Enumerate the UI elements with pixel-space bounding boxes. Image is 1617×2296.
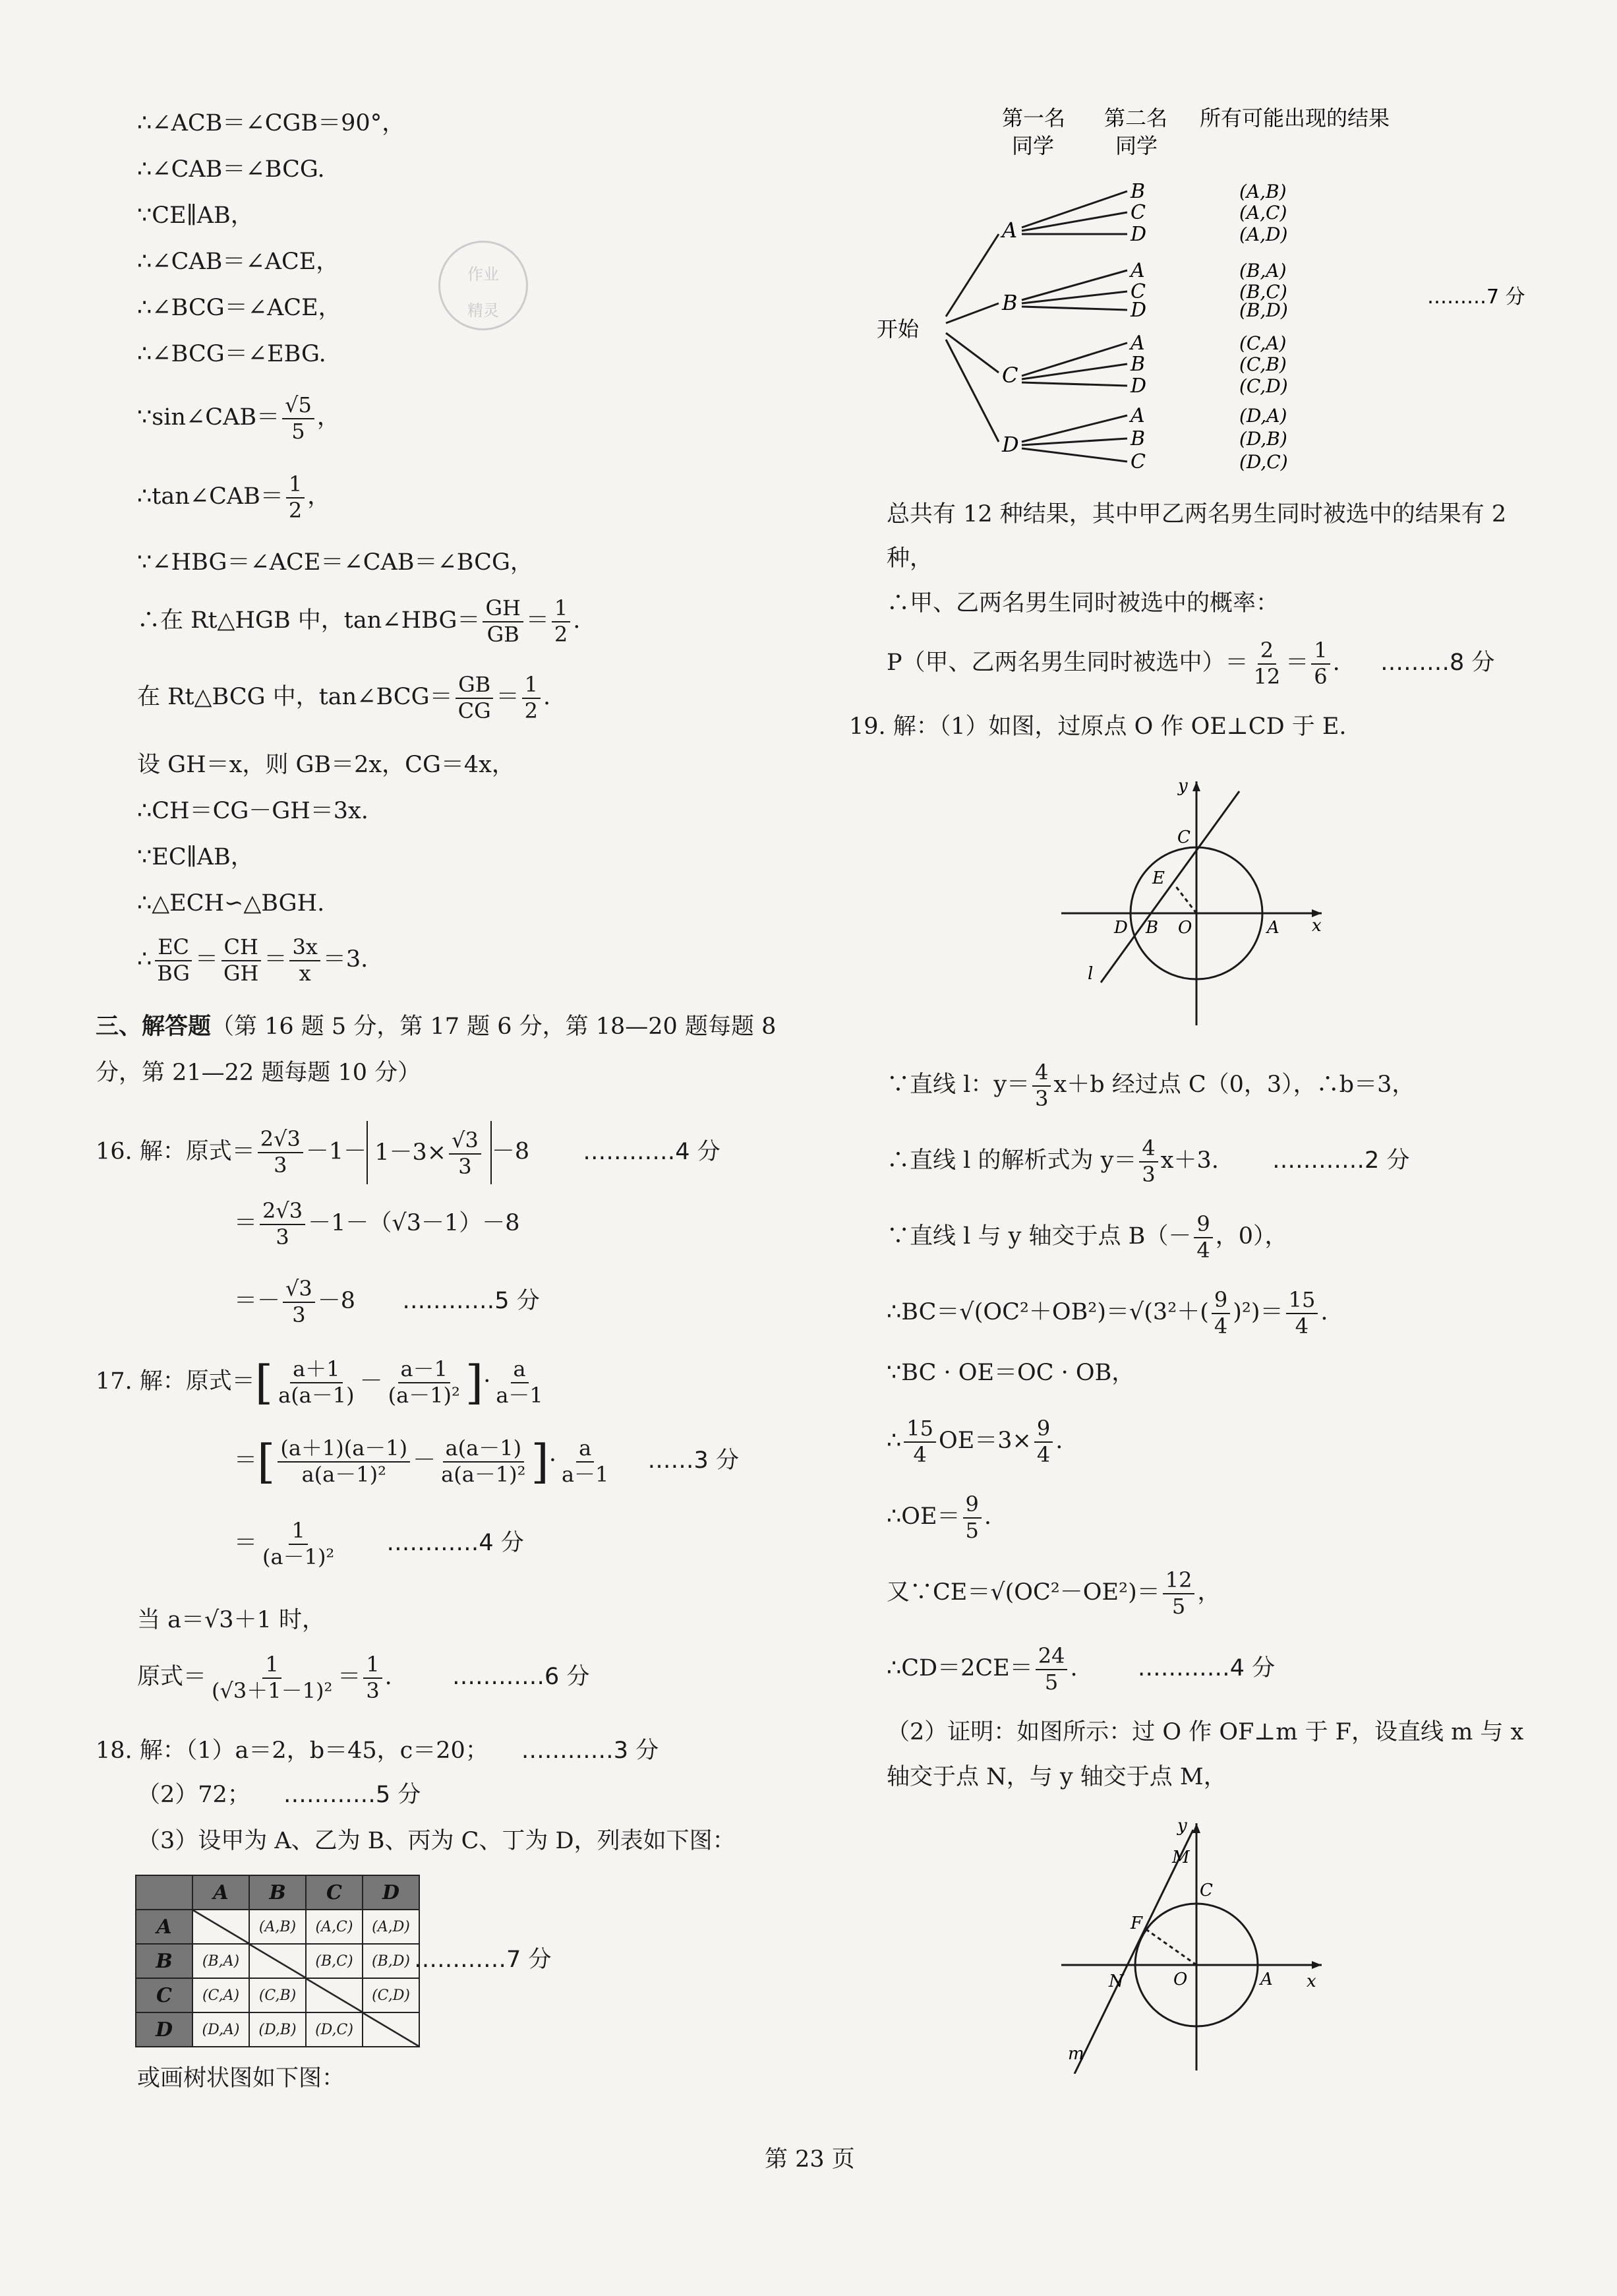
table-row: [136, 1944, 419, 1978]
table-cell: (A,D): [363, 1910, 419, 1944]
tree-header-first-sub: 同学: [1012, 133, 1055, 158]
table-cell: (B,A): [192, 1944, 249, 1978]
right-line-7: ∵直线 l 与 y 轴交于点 B（－ $\frac{9}{4}$ ，0），: [887, 1211, 1288, 1263]
problem-17-line-2: ＝[ $\frac{(a+1)(a-1)}{\text{a(a－1)²}}$ － $\frac{a(a-1)}{\text{a(a－1)²}}$ ]· $\frac{a}{a-1}$ ……3 分: [234, 1434, 739, 1489]
tree-result: (C,B): [1239, 353, 1287, 375]
tree-diagram: [870, 106, 1562, 501]
tree-result: (C,D): [1239, 375, 1288, 397]
tree-header-second-sub: 同学: [1115, 133, 1158, 158]
table-cell: (A,C): [306, 1910, 363, 1944]
right-line-13: ∴CD＝2CE＝ $\frac{24}{5}$ . …………4 分: [887, 1643, 1276, 1695]
table-points: …………7 分: [414, 1947, 552, 1973]
proof-line-6: ∴∠BCG＝∠EBG.: [137, 341, 326, 367]
label-o: O: [1173, 1970, 1188, 1989]
segment-oe: [1175, 885, 1196, 913]
tree-second-node: A: [1131, 404, 1145, 427]
table-cell: (D,B): [249, 2012, 306, 2047]
table-cell: (C,B): [249, 1978, 306, 2012]
table-cell: (B,C): [306, 1944, 363, 1978]
tree-result: (D,B): [1239, 428, 1287, 450]
tree-second-node: A: [1131, 259, 1145, 282]
proof-line-13: ∴CH＝CG－GH＝3x.: [137, 798, 368, 824]
label-m-point: M: [1172, 1848, 1190, 1867]
problem-19-heading: 19. 解：（1）如图，过原点 O 作 OE⊥CD 于 E.: [849, 713, 1347, 740]
proof-line-12: 设 GH＝x，则 GB＝2x，CG＝4x，: [137, 752, 515, 778]
label-x: x: [1312, 916, 1322, 936]
table-diagonal-cell: [306, 1978, 363, 2012]
right-line-14: （2）证明：如图所示：过 O 作 OF⊥m 于 F，设直线 m 与 x: [887, 1719, 1524, 1745]
problem-18-line-3: （3）设甲为 A、乙为 B、丙为 C、丁为 D，列表如下图：: [137, 1828, 736, 1854]
table-row-header: D: [136, 2012, 192, 2047]
label-b: B: [1146, 918, 1159, 938]
table-row-header: A: [136, 1910, 192, 1944]
right-line-10: ∴ $\frac{15}{4}$ OE＝3× $\frac{9}{4}$ .: [887, 1416, 1063, 1467]
label-c: C: [1177, 828, 1191, 847]
table-cell: (B,D): [363, 1944, 419, 1978]
proof-line-11: 在 Rt△BCG 中，tan∠BCG＝ $\frac{GB}{CG}$ ＝ $\frac{1}{2}$ .: [137, 672, 551, 723]
table-cell: (D,C): [306, 2012, 363, 2047]
proof-line-2: ∴∠CAB＝∠BCG.: [137, 156, 325, 183]
label-d: D: [1114, 918, 1128, 938]
tree-result: (A,B): [1239, 181, 1287, 202]
table-diagonal-cell: [249, 1944, 306, 1978]
table-row: [136, 1910, 419, 1944]
tree-second-node: D: [1131, 375, 1147, 398]
table-header-row: [136, 1875, 419, 1910]
label-o: O: [1178, 918, 1192, 938]
right-line-2: 种，: [887, 545, 933, 572]
table-cell: (A,B): [249, 1910, 306, 1944]
proof-line-3: ∵CE∥AB，: [137, 202, 254, 229]
tree-first-node: A: [1002, 218, 1018, 243]
tree-second-node: C: [1131, 201, 1146, 224]
tree-first-node: D: [1002, 432, 1019, 457]
tree-result: (B,C): [1239, 281, 1287, 303]
proof-line-7: ∵sin∠CAB＝ $\frac{√5}{5}$ ，: [137, 392, 340, 444]
right-line-3: ∴甲、乙两名男生同时被选中的概率：: [887, 590, 1279, 617]
right-line-1: 总共有 12 种结果，其中甲乙两名男生同时被选中的结果有 2: [887, 501, 1507, 528]
tree-header-first: 第一名: [1002, 106, 1066, 131]
label-f: F: [1131, 1914, 1143, 1933]
tree-points: ………7 分: [1427, 286, 1525, 309]
tree-result: (B,D): [1239, 299, 1288, 321]
problem-18-line-2: （2）72； …………5 分: [137, 1782, 421, 1808]
figure-2: [1048, 1810, 1338, 2074]
problem-17-line-5: 原式＝ $\frac{1}{\text{(√3＋1－1)²}}$ ＝ $\frac{1}{3}$ . …………6 分: [137, 1652, 590, 1703]
right-line-12: 又∵CE＝√(OC²－OE²)＝ $\frac{12}{5}$ ，: [887, 1567, 1221, 1619]
right-line-8: ∴BC＝√(OC²＋OB²)＝√(3²＋( $\frac{9}{4}$ )²)＝ $\frac{15}{4}$ .: [887, 1287, 1328, 1339]
label-e: E: [1152, 868, 1165, 888]
watermark-stamp: 作业 精灵: [438, 241, 528, 330]
tree-header-second: 第二名: [1104, 106, 1168, 131]
label-y: y: [1178, 776, 1188, 796]
tree-second-node: D: [1131, 223, 1147, 246]
proof-line-4: ∴∠CAB＝∠ACE，: [137, 249, 339, 275]
table-col-header: A: [192, 1875, 249, 1910]
tree-second-node: B: [1131, 427, 1146, 450]
tree-result: (D,C): [1239, 451, 1288, 473]
problem-17-line-3: ＝ $\frac{1}{\text{(a－1)²}}$ …………4 分: [234, 1518, 524, 1569]
tree-result: (B,A): [1239, 260, 1287, 282]
tree-result: (A,C): [1239, 202, 1287, 224]
label-m: m: [1068, 2044, 1084, 2064]
problem-17-line-1: 17. 解：原式＝[ $\frac{a+1}{a(a-1)}$ － $\frac{a-1}{\text{(a－1)²}}$ ]· $\frac{a}{a-1}$: [96, 1355, 543, 1410]
label-a: A: [1260, 1970, 1273, 1989]
proof-line-16: ∴ $\frac{EC}{BG}$ ＝ $\frac{CH}{GH}$ ＝ $\frac{3x}{x}$ ＝3.: [137, 934, 368, 986]
label-c: C: [1200, 1881, 1213, 1900]
right-line-9: ∵BC · OE＝OC · OB，: [887, 1360, 1135, 1386]
proof-line-1: ∴∠ACB＝∠CGB＝90°，: [137, 110, 405, 136]
table-col-header: C: [306, 1875, 363, 1910]
tree-result: (C,A): [1239, 332, 1287, 354]
proof-line-5: ∴∠BCG＝∠ACE，: [137, 295, 341, 321]
tree-second-node: C: [1131, 450, 1146, 473]
outcome-table: [135, 1875, 420, 2047]
label-a: A: [1267, 918, 1279, 938]
table-row-header: C: [136, 1978, 192, 2012]
page-number: 第 23 页: [765, 2146, 855, 2173]
right-line-15: 轴交于点 N，与 y 轴交于点 M，: [887, 1764, 1227, 1790]
label-l: l: [1088, 964, 1094, 984]
tree-start: 开始: [877, 317, 920, 342]
table-col-header: B: [249, 1875, 306, 1910]
tree-result: (A,D): [1239, 224, 1288, 245]
problem-16-line-3: ＝－ $\frac{√3}{3}$ －8 …………5 分: [234, 1276, 540, 1327]
table-cell: (D,A): [192, 2012, 249, 2047]
tree-second-node: C: [1131, 280, 1146, 303]
right-line-4: P（甲、乙两名男生同时被选中）＝ $\frac{2}{12}$ ＝ $\frac{1}{6}$ . ………8 分: [887, 638, 1495, 689]
tree-header-results: 所有可能出现的结果: [1200, 106, 1390, 131]
right-line-6: ∴直线 l 的解析式为 y＝ $\frac{4}{3}$ x＋3. …………2 分: [887, 1135, 1410, 1187]
tree-second-node: D: [1131, 299, 1147, 322]
table-row: [136, 2012, 419, 2047]
segment-of: [1147, 1930, 1196, 1965]
tree-second-node: B: [1131, 353, 1146, 376]
table-diagonal-cell: [363, 2012, 419, 2047]
label-x: x: [1307, 1972, 1316, 1991]
section-3-heading-cont: 分，第 21—22 题每题 10 分）: [96, 1060, 421, 1086]
proof-line-14: ∵EC∥AB，: [137, 844, 254, 870]
table-cell: (C,D): [363, 1978, 419, 2012]
table-row: [136, 1978, 419, 2012]
tree-first-node: B: [1002, 290, 1018, 315]
label-y: y: [1177, 1816, 1187, 1836]
table-diagonal-cell: [192, 1910, 249, 1944]
label-n: N: [1109, 1972, 1124, 1991]
proof-line-10: ∴在 Rt△HGB 中，tan∠HBG＝ $\frac{GH}{GB}$ ＝ $\frac{1}{2}$ .: [137, 595, 581, 647]
right-line-5: ∵直线 l：y＝ $\frac{4}{3}$ x＋b 经过点 C（0，3），∴b＝3，: [887, 1060, 1415, 1111]
proof-line-9: ∵∠HBG＝∠ACE＝∠CAB＝∠BCG，: [137, 549, 533, 576]
table-cell: (C,A): [192, 1978, 249, 2012]
problem-18-line-1: 18. 解：（1）a＝2，b＝45，c＝20； …………3 分: [96, 1737, 659, 1764]
tree-result: (D,A): [1239, 405, 1287, 427]
line-l: [1101, 791, 1239, 982]
problem-16-line-1: 16. 解：原式＝ $\frac{2√3}{3}$ －1－ 1－3× $\frac{√3}{3}$ －8 …………4 分: [96, 1121, 720, 1184]
right-line-11: ∴OE＝ $\frac{9}{5}$ .: [887, 1492, 992, 1543]
table-row-header: B: [136, 1944, 192, 1978]
table-col-header: D: [363, 1875, 419, 1910]
figure-1: [1048, 771, 1338, 1035]
table-corner: [136, 1875, 192, 1910]
tree-second-node: B: [1131, 180, 1146, 203]
tree-first-node: C: [1002, 363, 1018, 388]
proof-line-8: ∴tan∠CAB＝ $\frac{1}{2}$ ，: [137, 471, 331, 523]
proof-line-15: ∴△ECH∽△BGH.: [137, 890, 325, 917]
problem-17-line-4: 当 a＝√3＋1 时，: [137, 1607, 325, 1633]
tree-second-node: A: [1131, 332, 1145, 355]
problem-16-line-2: ＝ $\frac{2√3}{3}$ －1－（√3－1）－8: [234, 1198, 520, 1250]
section-3-heading: 三、解答题（第 16 题 5 分，第 17 题 6 分，第 18—20 题每题 8: [96, 1013, 777, 1040]
problem-18-line-4: 或画树状图如下图：: [137, 2065, 345, 2092]
